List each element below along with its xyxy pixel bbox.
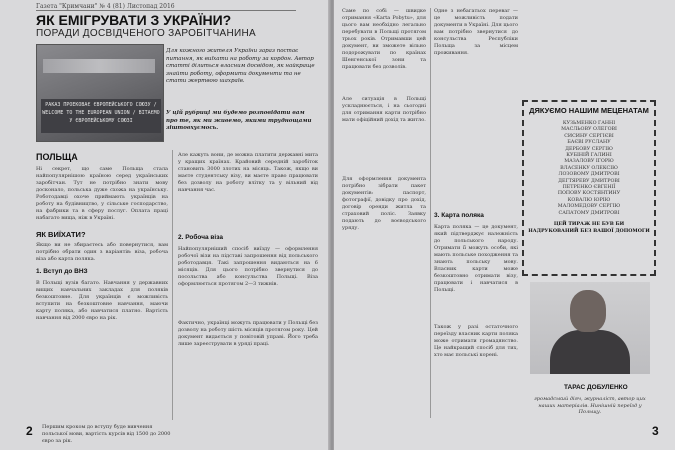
patron-name: КУЗЬМЕНКО ГАННІ <box>562 121 616 126</box>
article-subtitle: ПОРАДИ ДОСВІДЧЕНОГО ЗАРОБІТЧАНИНА <box>36 28 257 39</box>
column-rule <box>172 150 173 420</box>
right-col1-bottom: Для оформлення документа потрібно зібрати пакет документів: паспорт, фотографії, довідку про дохід, договір оренди житла та страховий поліс. Заявку подають до воєводського уряду. <box>342 176 426 231</box>
flag-bar <box>43 59 155 73</box>
running-head: Газета "Кримчани" № 4 (81) Листопад 2016 <box>36 3 296 11</box>
polish-card-text: Карта поляка — це документ, який підтверджує належність до польського народу. Отримати її можуть особи, які мають польське походження та знають польську мову. Власник карти може безкоштовно отримати візу, працювати і навчатися в Польщі. <box>434 224 518 293</box>
patron-name: КОВАЛЮ ЮРІЮ <box>567 197 611 203</box>
column-rule <box>430 8 431 418</box>
subhead-work-visa: 2. Робоча віза <box>178 234 223 241</box>
patron-name: ДЕГТЯРЕВУ ДМИТРОВІ <box>558 178 620 184</box>
col2-text: Але кажуть вони, де можна платити державні мита у кращих країнах. Крайовий середній заробіток становить 3000 злотих на місяць. Також, якщо ви маєте студентську візу, ви маєте право працювати без дозволу на роботу влітку та у вільний від навчання час. <box>178 152 318 193</box>
border-sign-photo <box>36 44 164 142</box>
patron-name: КУБІНІЙ ГАЛИНІ <box>566 153 612 159</box>
author-head <box>570 290 606 332</box>
subhead-university: 1. Вступ до ВНЗ <box>36 268 88 275</box>
right-col1-mid: Але ситуація в Польщі ускладнюється, і на сьогодні для отримання карти потрібно мати офіційний дохід та житло. <box>342 96 426 123</box>
section-poland: ПОЛЬЩА <box>36 152 78 162</box>
patron-name: МАСЛЬОВУ ОЛЕГОВІ <box>561 127 617 133</box>
why-text: Якщо ви не збираєтесь або повернутися, вам потрібно обрати один з варіантів: віза, робоча віза або карта поляка. <box>36 242 168 262</box>
patron-name: ДЕРБОВУ СЕРГІЮ <box>565 146 613 152</box>
university-text: В Польщі вузів багато. Навчання у державних вищих навчальних закладах для поляків безкоштовне. Для українців є можливість вступити на безкоштовне навчання, маючи карту поляка, або навчатися платно. Вартість навчання від 2000 євро на рік. <box>36 280 168 321</box>
patron-name: ВЛАСЕНКУ ОЛЕКСІЮ <box>560 165 618 171</box>
section-why: ЯК ВИЇХАТИ? <box>36 230 86 239</box>
patron-name: БАЄВІ РУСЛАНУ <box>567 140 611 146</box>
patron-name: СИСИНУ СЕРГІЄВІ <box>564 133 614 139</box>
patrons-list <box>528 121 650 217</box>
patron-name: ПЕТРЕНКО ЄВГЕНІЇ <box>562 185 616 191</box>
patrons-title: ДЯКУЄМО НАШИМ МЕЦЕНАТАМ <box>529 106 649 115</box>
subhead-polish-card: 3. Карта поляка <box>434 212 484 219</box>
right-col2-text: Одне з небагатьох переваг — це можливість подати документи в Україні. Для цього вам потрібно звернутися до консульства Республіки Польща за місцем проживання. <box>434 8 518 56</box>
right-col1-text: Саме по собі — швидке отримання «Karta Pobytu», для цього вам необхідно легально перебувати в Польщі протягом трьох років. Отримавши цей документ, ви зможете вільно подорожувати по країнах Шенгенської зони та працювати без дозволів. <box>342 8 426 70</box>
author-shoulders <box>550 330 630 374</box>
page-number-right: 3 <box>652 424 659 438</box>
work-visa-text: Найпопулярніший спосіб виїзду — оформлення робочої візи на підставі запрошення від польського роботодавця. Такі запрошення видаються на 6 місяців. Для цього потрібно звернутися до посольства або консульства Польщі. Віза оформлюється протягом 2—3 тижнів. <box>178 246 318 287</box>
patron-name: ЛОЗОВОМУ ДМИТРОВІ <box>558 172 620 178</box>
footer-note: Першим кроком до вступу буде вивчення польської мови, вартість курсів від 1500 до 2000 євро за рік. <box>42 424 171 444</box>
poland-text: Ні секрет, що саме Польща стала найпопулярнішою країною серед українських заробітчан. Тут не потрібно знати мову досконало, польська дуже схожа на українську. Роботодавці охоче приймають українців на роботу на будівництво, у сільське господарство, на фабрики та в сферу послуг. Оплата праці набагато вища, ніж в Україні. <box>36 166 168 221</box>
patron-name: МАЗАЛОВУ ІГОРЮ <box>564 159 614 165</box>
article-title: ЯК ЕМІГРУВАТИ З УКРАЇНИ? <box>36 12 232 28</box>
left-page <box>0 0 330 450</box>
author-bio: громадський діяч, журналіст, автор цих наших матеріалів. Нинішній переїзд у Польщу. <box>534 396 646 415</box>
patron-name: ПОПОВУ КОСТЯНТИНУ <box>557 191 621 197</box>
right-col2-bottom: Також у разі остаточного переїзду власник карти поляка може отримати громадянство. Це найкращий спосіб для тих, хто має польські корені. <box>434 324 518 358</box>
rubric-quote: У цій рубриці ми будемо розповідати вам про те, як ми живемо, якими труднощами зіштовхуємось. <box>166 110 312 131</box>
article-intro: Для кожного жителя України зараз постає питання, як виїхати на роботу за кордон. Автор статті ділиться власним досвідом, як найкраще знайти роботу, оформити документи та не стати жертвою шахраїв. <box>166 48 315 84</box>
right-page <box>334 0 675 450</box>
eu-welcome-sign: РАКАЗ ПРОЕКОВАЄ ЄВРОПЕЙСЬКОГО СОЮЗУ / WELCOME TO THE EUROPEAN UNION / ВІТАЄМО У ЄВРОПЕЙСЬКОМУ СОЮЗІ <box>41 99 161 133</box>
patrons-box <box>522 100 656 276</box>
author-photo <box>530 282 650 374</box>
patron-name: МАЛОМЕДОВУ СЕРГІЮ <box>557 204 621 210</box>
patrons-footer: ЦЕЙ ТИРАЖ НЕ БУВ БИ НАДРУКОВАНИЙ БЕЗ ВАШОЇ ДОПОМОГИ <box>528 221 650 234</box>
page-number-left: 2 <box>26 424 33 438</box>
col2-bottom-text: Фактично, українці можуть працювати у Польщі без дозволу на роботу шість місяців протягом року. Цей документ видається у повітовій управі. Його треба лише зареєструвати в уряді праці. <box>178 320 318 347</box>
author-name: ТАРАС ДОБУЛЕНКО <box>564 384 628 391</box>
patron-name: САПАТОМУ ДМИТРОВІ <box>558 210 620 216</box>
